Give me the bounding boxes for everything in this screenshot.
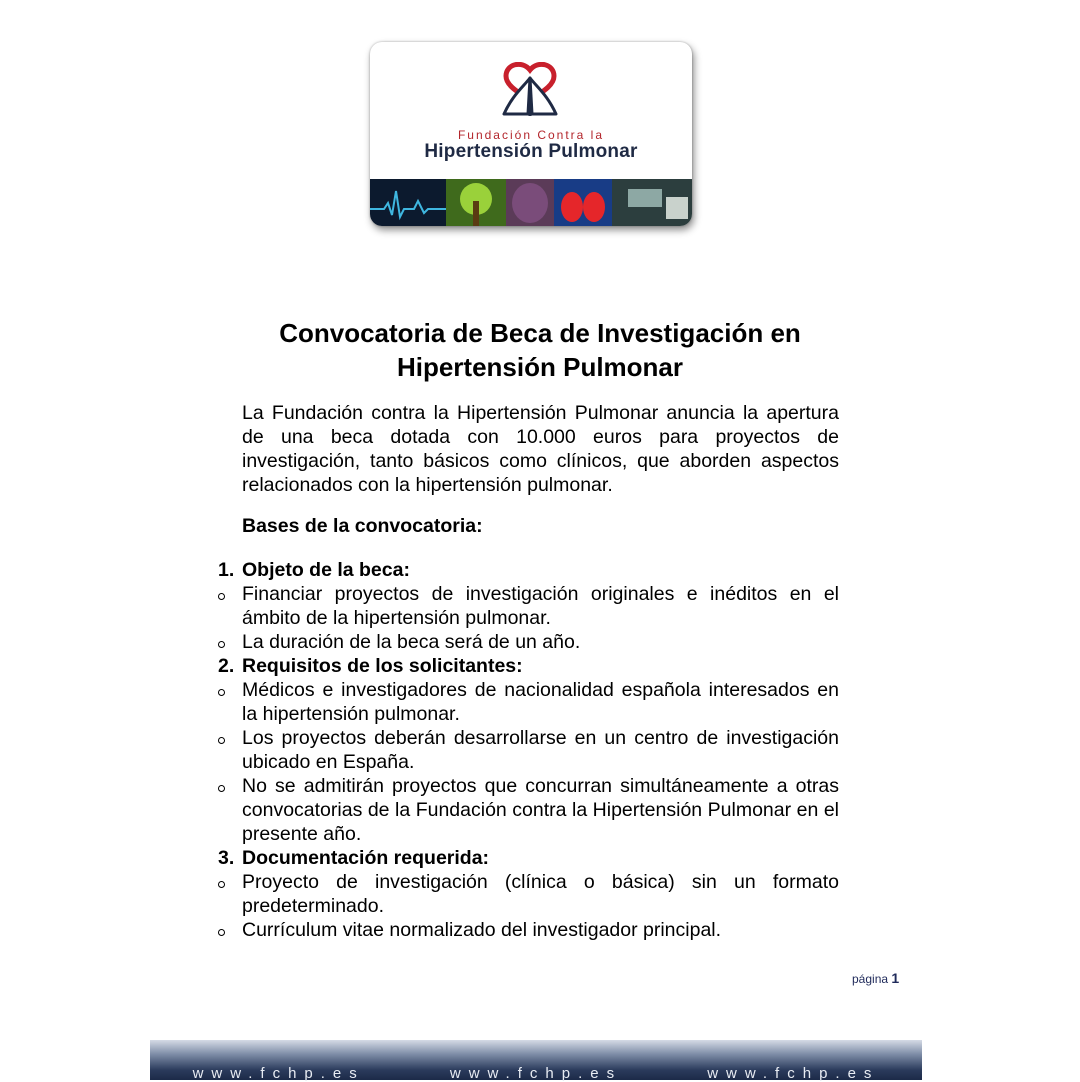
foundation-logo-card <box>370 42 692 226</box>
list-item-text: La duración de la beca será de un año. <box>242 631 581 653</box>
bases-heading: Bases de la convocatoria: <box>242 515 483 537</box>
section-number: 2. <box>218 655 235 677</box>
title-line1: Convocatoria de Beca de Investigación en <box>279 318 801 348</box>
page-number <box>852 970 899 986</box>
footer-url[interactable]: www.fchp.es <box>192 1065 365 1082</box>
section <box>218 558 839 654</box>
page-label: página <box>852 972 889 986</box>
footer-bar <box>150 1040 922 1080</box>
heart-lungs-emblem-icon <box>500 62 560 120</box>
list-item-text: No se admitirán proyectos que concurran simultáneamente a otras convocatorias de la Fundación contra la Hipertensión Pulmonar en el presente año. <box>242 775 839 845</box>
footer-url[interactable]: www.fchp.es <box>707 1065 880 1082</box>
logo-text-line1: Fundación Contra la <box>457 128 605 142</box>
section-title-text: Documentación requerida: <box>242 847 490 869</box>
footer-url[interactable]: www.fchp.es <box>449 1065 623 1082</box>
section-title-text: Requisitos de los solicitantes: <box>242 655 523 677</box>
circle-bullet-icon <box>218 593 225 600</box>
sections-list <box>218 558 839 942</box>
list-item-text: Currículum vitae normalizado del investigador principal. <box>242 919 722 941</box>
section-title-text: Objeto de la beca: <box>242 559 410 581</box>
circle-bullet-icon <box>218 689 225 696</box>
section <box>218 654 839 846</box>
list-item-text: Los proyectos deberán desarrollarse en un centro de investigación ubicado en España. <box>242 727 839 773</box>
title-line2: Hipertensión Pulmonar <box>396 352 684 382</box>
section-title <box>218 654 839 678</box>
section-number: 3. <box>218 847 235 869</box>
footer-urls <box>150 1067 922 1080</box>
list-item-text: Médicos e investigadores de nacionalidad española interesados en la hipertensión pulmonar. <box>242 679 839 725</box>
list-item <box>218 774 839 846</box>
document-title <box>200 316 880 384</box>
list-item <box>218 582 839 630</box>
circle-bullet-icon <box>218 881 225 888</box>
page-number-value: 1 <box>891 970 900 986</box>
medical-image-strip <box>370 179 692 226</box>
section-title <box>218 846 839 870</box>
intro-paragraph: La Fundación contra la Hipertensión Pulmonar anuncia la apertura de una beca dotada con 10.000 euros para proyectos de investigación, tanto básicos como clínicos, que aborden aspectos relacionados con la hipertensión pulmonar. <box>242 402 839 496</box>
circle-bullet-icon <box>218 929 225 936</box>
section-title <box>218 558 839 582</box>
logo-text-line2: Hipertensión Pulmonar <box>424 141 638 162</box>
list-item <box>218 630 839 654</box>
list-item-text: Financiar proyectos de investigación originales e inéditos en el ámbito de la hipertensión pulmonar. <box>242 583 839 629</box>
list-item <box>218 918 839 942</box>
list-item <box>218 870 839 918</box>
circle-bullet-icon <box>218 785 225 792</box>
section <box>218 846 839 942</box>
circle-bullet-icon <box>218 641 225 648</box>
circle-bullet-icon <box>218 737 225 744</box>
list-item-text: Proyecto de investigación (clínica o básica) sin un formato predeterminado. <box>242 871 839 917</box>
list-item <box>218 678 839 726</box>
section-number: 1. <box>218 559 235 581</box>
list-item <box>218 726 839 774</box>
